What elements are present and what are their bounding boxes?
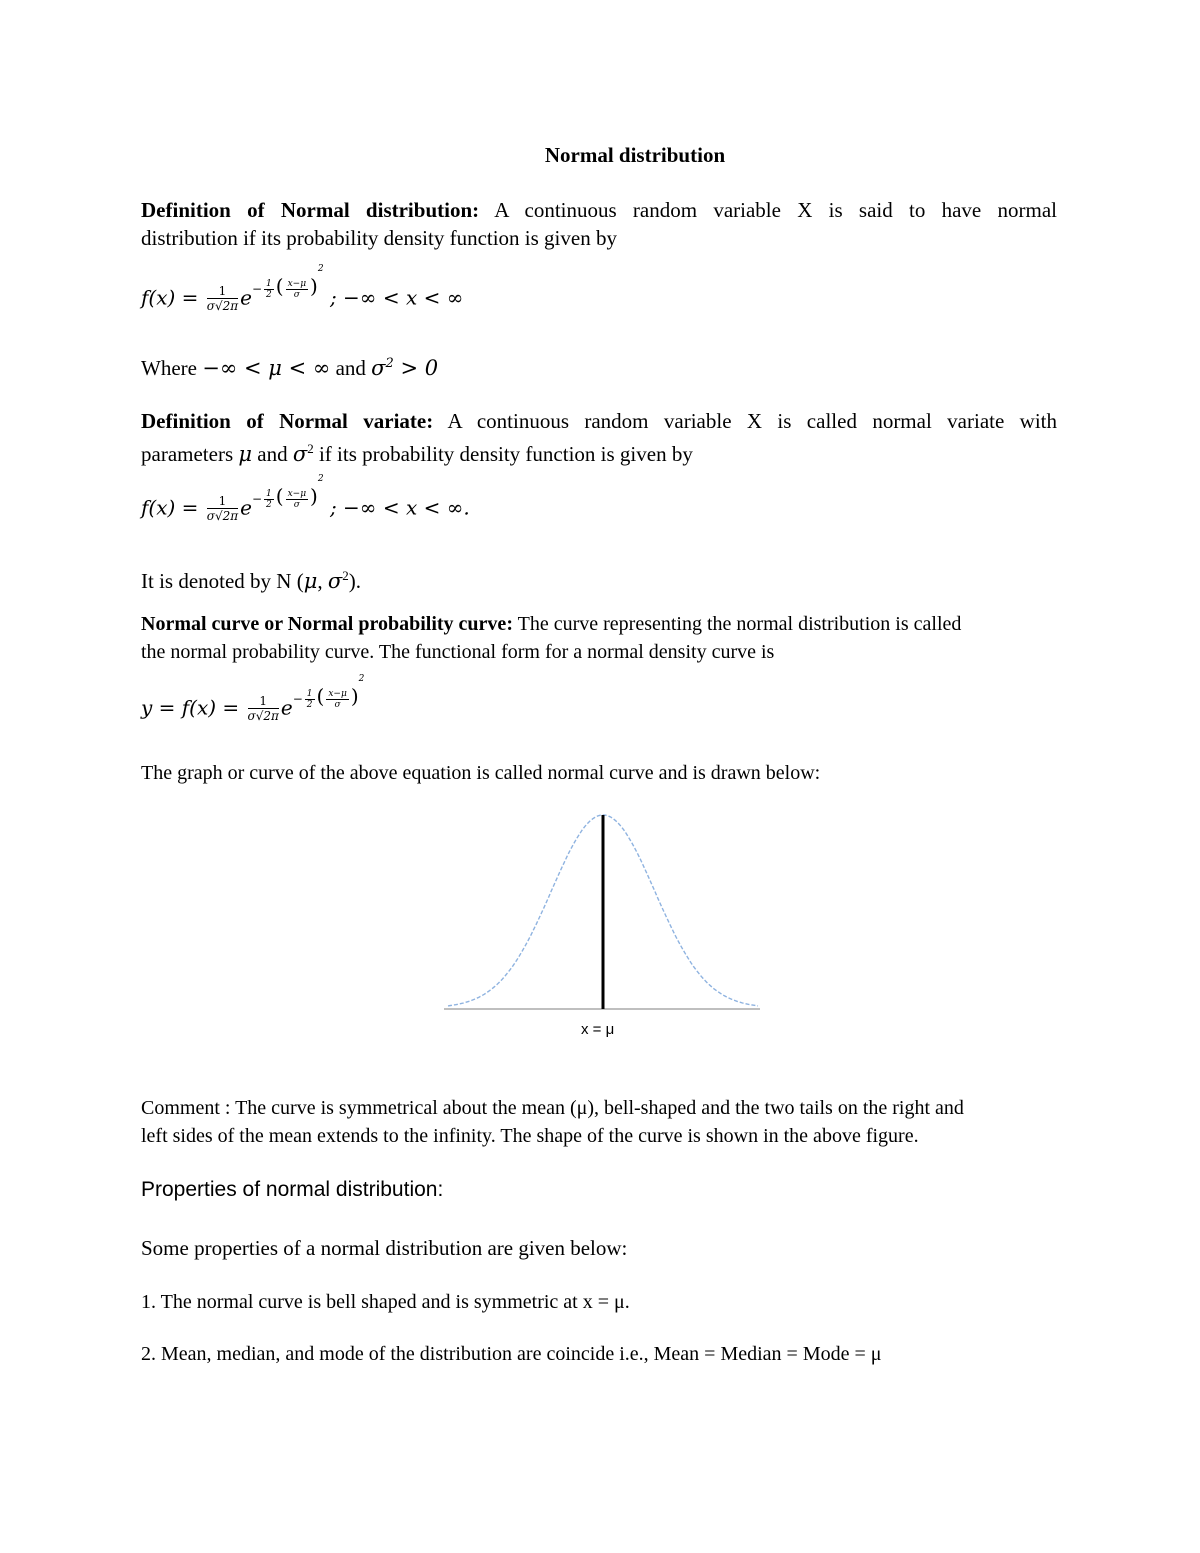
formula1-exponent: − 1 2 ( x−μ σ )2	[251, 263, 324, 300]
page-title: Normal distribution	[544, 143, 726, 167]
normal-curve-definition	[141, 610, 1057, 666]
formula1-domain: ; −∞ < x < ∞	[323, 285, 464, 310]
density-formula: y = f(x) = $\frac{1}{\sigma√2\pi}$ $e^{- \frac{1}{2} ( \frac{x-\mu}{\sigma} )^2}$	[141, 673, 365, 723]
definition2-line1-text: A continuous random variable X is called normal variate with	[447, 409, 1058, 433]
pdf-formula-2: f(x) = $\frac{1}{\sigma√2\pi}$ $e^{- \frac{1}{2} ( \frac{x-\mu}{\sigma} )^2}$ ; −∞ < x < ∞.	[141, 473, 470, 523]
formula1-coefficient: $\frac{1}{\sigma√2\pi}$	[206, 284, 239, 313]
definition1-line1	[141, 196, 1057, 224]
comment-line2: left sides of the mean extends to the infinity. The shape of the curve is shown in the above figure.	[141, 1125, 919, 1147]
graph-intro: The graph or curve of the above equation is called normal curve and is drawn below:	[141, 762, 821, 784]
properties-heading: Properties of normal distribution:	[141, 1178, 444, 1201]
comment-line1: Comment : The curve is symmetrical about the mean (μ), bell-shaped and the two tails on the right and	[141, 1097, 964, 1119]
curve-def-line2: the normal probability curve. The functional form for a normal density curve is	[141, 641, 775, 663]
property-item-2: 2. Mean, median, and mode of the distribution are coincide i.e., Mean = Median = Mode = μ	[141, 1343, 882, 1365]
formula3-lhs: y = f(x) =	[141, 695, 246, 720]
definition2-heading: Definition of Normal variate:	[141, 409, 434, 433]
sigma-squared: σ	[371, 356, 386, 380]
curve-def-heading: Normal curve or Normal probability curve:	[141, 613, 513, 635]
definition-normal-variate	[141, 407, 1057, 468]
formula1-lhs: f(x) =	[141, 285, 205, 310]
formula2-domain: ; −∞ < x < ∞.	[323, 495, 470, 520]
formula1-base: e	[240, 285, 252, 310]
definition1-heading: Definition of Normal distribution:	[141, 198, 480, 222]
properties-intro: Some properties of a normal distribution are given below:	[141, 1236, 628, 1260]
property-item-1: 1. The normal curve is bell shaped and is symmetric at x = μ.	[141, 1291, 630, 1313]
definition1-line2: distribution if its probability density function is given by	[141, 226, 617, 250]
normal-curve-chart	[440, 805, 770, 1020]
comment	[141, 1094, 1057, 1150]
mu-range: −∞ < μ < ∞	[202, 356, 331, 380]
definition-normal-distribution	[141, 196, 1057, 252]
definition2-line2: parameters μ and $\sigma^2$ if its probability density function is given by	[141, 441, 693, 466]
mean-label: x = μ	[581, 1021, 615, 1038]
where-line: Where −∞ < μ < ∞ and $\sigma^2 > 0$	[141, 356, 439, 380]
curve-def-line1: Normal curve or Normal probability curve: The curve representing the normal distribution is called	[141, 613, 962, 635]
definition1-line1-text: A continuous random variable X is said to have normal	[494, 198, 1057, 222]
definition2-line1	[141, 407, 1057, 435]
denoted-line: It is denoted by N (μ, $\sigma^2$).	[141, 568, 361, 593]
